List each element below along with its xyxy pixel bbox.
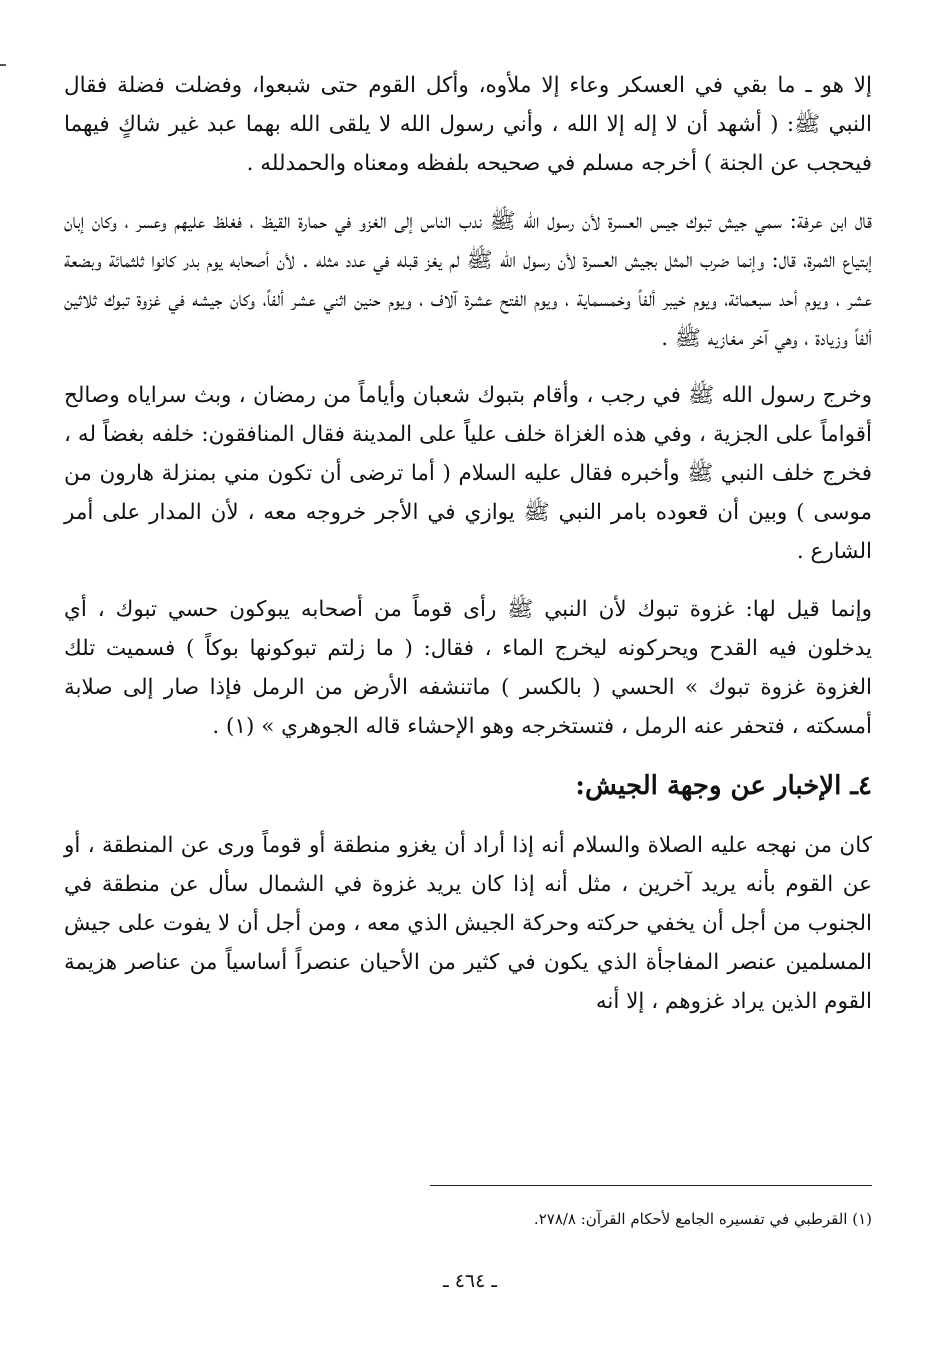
- main-text: [64, 66, 872, 1021]
- paragraph-4: وإنما قيل لها: غزوة تبوك لأن النبي ﷺ رأى قوماً من أصحابه يبوكون حسي تبوك ، أي يدخلون فيه القدح ويحركونه ليخرج الماء ، فقال: ( ما زلتم تبوكونها بوكاً ) فسميت تلك الغزوة غزوة تبوك » الحسي ( بالكسر ) ماتنشفه الأرض من الرمل فإذا صار إلى صلابة أمسكته ، فتحفر عنه الرمل ، فتستخرجه وهو الإحشاء قاله الجوهري » (١) .: [64, 597, 872, 739]
- paragraph-1: إلا هو ـ ما بقي في العسكر وعاء إلا ملأوه، وأكل القوم حتى شبعوا، وفضلت فضلة فقال النبي ﷺ: ( أشهد أن لا إله إلا الله ، وأني رسول الله لا يلقى الله بهما عبد غير شاكٍ فيهما فيحجب عن الجنة ) أخرجه مسلم في صحيحه بلفظه ومعناه والحمدلله .: [64, 73, 872, 176]
- paragraph-3: وخرج رسول الله ﷺ في رجب ، وأقام بتبوك شعبان وأياماً من رمضان ، وبث سراياه وصالح أقواماً على الجزية ، وفي هذه الغزاة خلف علياً على المدينة فقال المنافقون: خلفه بغضاً له ، فخرج خلف النبي ﷺ وأخبره فقال عليه السلام ( أما ترضى أن تكون مني بمنزلة هارون من موسى ) وبين أن قعوده بامر النبي ﷺ يوازي في الأجر خروجه معه ، لأن المدار على أمر الشارع .: [64, 383, 872, 564]
- footnote-divider: [430, 1185, 872, 1186]
- footnote: (١) القرطبي في تفسيره الجامع لأحكام القرآن: ٢٧٨/٨.: [533, 1210, 872, 1228]
- section-heading: ٤ـ الإخبار عن وجهة الجيش:: [575, 771, 872, 801]
- page-number: ـ ٤٦٤ ـ: [443, 1270, 497, 1292]
- paragraph-2: قال ابن عرفة: سمي جيش تبوك جيس العسرة لأن رسول الله ﷺ ندب الناس إلى الغزو في حمارة القيظ ، فغلظ عليهم وعسر ، وكان إبان إبتياع الثمرة، قال: وإنما ضرب المثل بجيش العسرة لأن رسول الله ﷺ لم يغز قبله في عدد مثله . لأن أصحابه يوم بدر كانوا ثلثمائة وبضعة عشر ، ويوم أحد سبعمائة، ويوم خيبر ألفاً وخمسماية ، ويوم الفتح عشرة آلاف ، ويوم حنين اثني عشر ألفاً، وكان جيشه في غزوة تبوك ثلاثين ألفاً وزيادة ، وهي آخر مغازيه ﷺ .: [64, 209, 872, 351]
- scan-edge-mark: [0, 64, 6, 66]
- section-paragraph: كان من نهجه عليه الصلاة والسلام أنه إذا أراد أن يغزو منطقة أو قوماً ورى عن المنطقة ، أو عن القوم بأنه يريد آخرين ، مثل أنه إذا كان يريد غزوة في الشمال سأل عن منطقة في الجنوب من أجل أن يخفي حركته وحركة الجيش الذي معه ، ومن أجل أن لا يفوت على جيش المسلمين عنصر المفاجأة الذي يكون في كثير من الأحيان عنصراً أساسياً من عناصر هزيمة القوم الذين يراد غزوهم ، إلا أنه: [64, 833, 872, 1014]
